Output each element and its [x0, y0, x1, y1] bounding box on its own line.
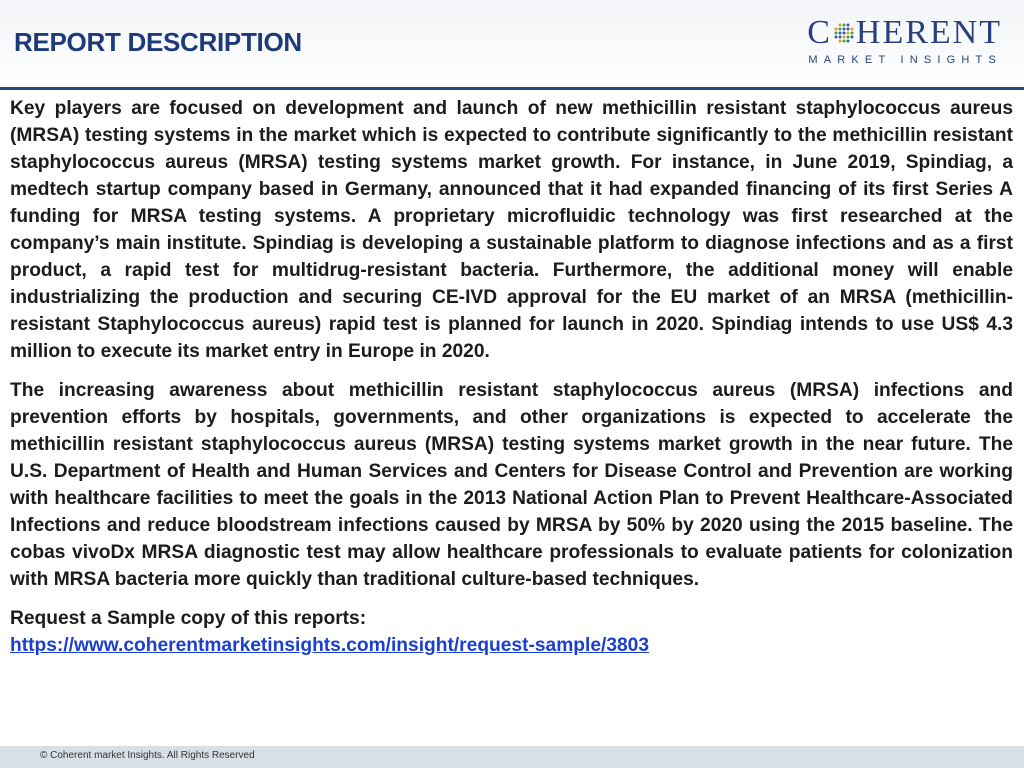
logo-dot — [850, 36, 853, 39]
body-paragraph-2: The increasing awareness about methicillin resistant staphylococcus aureus (MRSA) infections and prevention efforts by hospitals, governments, and other organizations is expected to accelerate the methicillin resistant staphylococcus aureus (MRSA) testing systems market growth in the near future. The U.S. Department of Health and Human Services and Centers for Disease Control and Prevention are working with healthcare facilities to meet the goals in the 2013 National Action Plan to Prevent Healthcare-Associated Infections and reduce bloodstream infections caused by MRSA by 50% by 2020 using the 2015 baseline. The cobas vivoDx MRSA diagnostic test may allow healthcare professionals to evaluate patients for colonization with MRSA bacteria more quickly than traditional culture-based techniques. — [10, 380, 1013, 590]
logo-dot — [838, 28, 841, 31]
slide-header — [0, 0, 1024, 88]
slide-footer — [0, 746, 1024, 768]
logo-dot — [850, 32, 853, 35]
logo-dot — [846, 36, 849, 39]
page-title: REPORT DESCRIPTION — [14, 27, 302, 57]
report-body — [10, 95, 1013, 659]
logo-dot — [838, 32, 841, 35]
logo-letters-herent: HERENT — [855, 14, 1002, 51]
logo-dot — [846, 24, 849, 27]
logo-dot — [834, 28, 837, 31]
logo-subtitle: MARKET INSIGHTS — [808, 54, 1002, 66]
logo-dot — [834, 36, 837, 39]
logo-dot — [846, 28, 849, 31]
logo-dot — [838, 40, 841, 43]
logo-dot — [834, 32, 837, 35]
request-sample-label: Request a Sample copy of this reports: — [10, 608, 367, 629]
logo-dot — [838, 36, 841, 39]
logo-wordmark — [802, 14, 1002, 52]
logo-dot — [842, 24, 845, 27]
request-sample-link[interactable]: https://www.coherentmarketinsights.com/insight/request-sample/3803 — [10, 635, 650, 656]
company-logo — [802, 14, 1002, 70]
logo-dot — [842, 40, 845, 43]
logo-dot-grid-icon — [833, 22, 855, 44]
logo-letter-c: C — [807, 14, 832, 51]
logo-dot — [838, 24, 841, 27]
copyright-text: © Coherent market Insights. All Rights Reserved — [40, 750, 255, 761]
logo-dot — [842, 36, 845, 39]
body-paragraph-1: Key players are focused on development and launch of new methicillin resistant staphylococcus aureus (MRSA) testing systems in the market which is expected to contribute significantly to the methicillin resistant staphylococcus aureus (MRSA) testing systems market growth. For instance, in June 2019, Spindiag, a medtech startup company based in Germany, announced that it had expanded financing of its first Series A funding for MRSA testing systems. A proprietary microfluidic technology was first researched at the company’s main institute. Spindiag is developing a sustainable platform to diagnose infections and as a first product, a rapid test for multidrug-resistant bacteria. Furthermore, the additional money will enable industrializing the production and securing CE-IVD approval for the EU market of an MRSA (methicillin-resistant Staphylococcus aureus) rapid test is planned for launch in 2020. Spindiag intends to use US$ 4.3 million to execute its market entry in Europe in 2020. — [10, 98, 1013, 362]
logo-dot — [842, 32, 845, 35]
logo-dot — [846, 32, 849, 35]
header-divider — [0, 87, 1024, 90]
logo-dot — [842, 28, 845, 31]
logo-dot — [846, 40, 849, 43]
logo-dot — [850, 28, 853, 31]
